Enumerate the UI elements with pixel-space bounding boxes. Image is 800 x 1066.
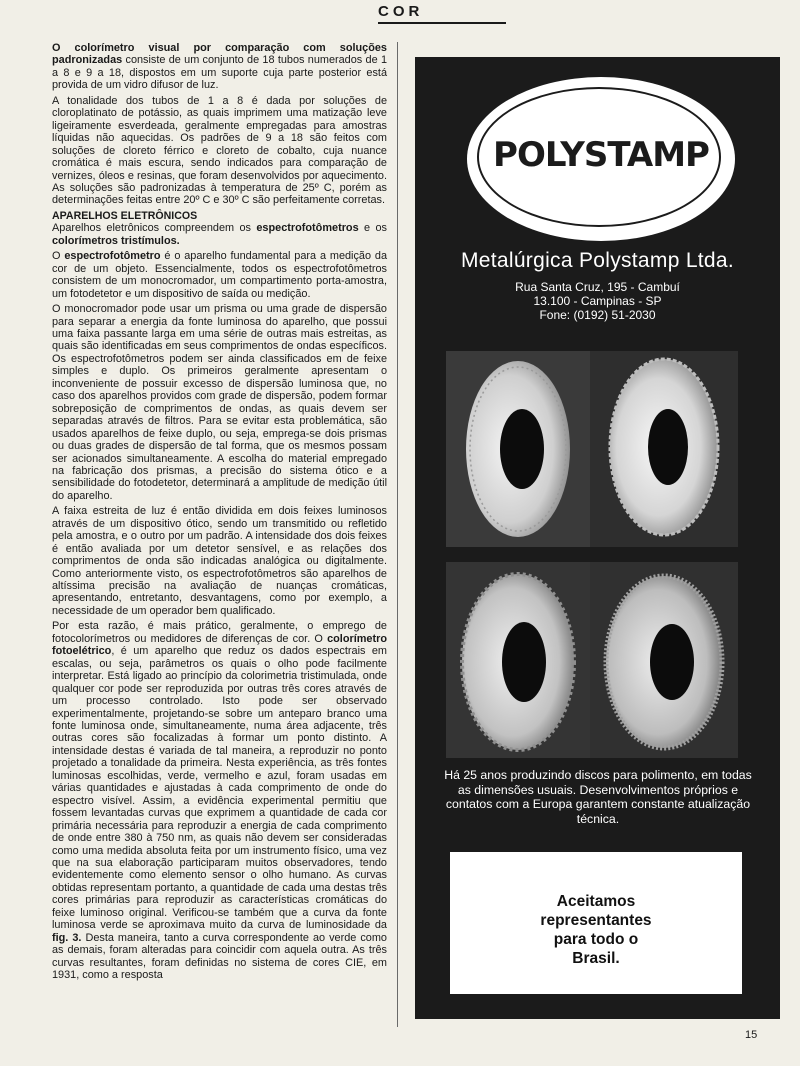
- paragraph-6: A faixa estreita de luz é então dividida em dois feixes luminosos através de um dispositivo ótico, sendo um transmitido ou refletido pela amostra, e o outro por um padrão. A intensidade dos dois feixes é então avaliada por um detetor sensível, e as relações dos comprimentos de onda são indicadas analógica ou digitalmente. Como anteriormente visto, os espectrofotômetros são aparelhos de altíssima precisão na avaliação de nuanças cromáticas, apresentando, entretanto, desvantagens, como por exemplo, a necessidade de um operador bem qualificado.: [52, 505, 387, 617]
- logo-ring: [477, 87, 721, 227]
- address-line: Fone: (0192) 51-2030: [539, 308, 656, 322]
- p7-fig: fig. 3.: [52, 931, 82, 944]
- box-line: representantes: [540, 912, 652, 929]
- ad-tagline: Há 25 anos produzindo discos para polimento, em todas as dimensões usuais. Desenvolvimentos próprios e contatos com a Europa garantem constante atualização técnica.: [444, 768, 752, 826]
- logo-text: POLYSTAMP: [493, 135, 709, 175]
- section-title: COR: [378, 3, 424, 20]
- polishing-disc-photo: [590, 351, 738, 547]
- polishing-disc-photo: [590, 562, 738, 758]
- representatives-text: [450, 892, 742, 968]
- p3-b1: espectrofotômetros: [256, 222, 359, 235]
- p1-bold: O colorímetro visual por comparação com soluções padronizadas: [52, 42, 387, 67]
- article-column: [52, 42, 387, 985]
- page-number: 15: [745, 1029, 758, 1041]
- logo-oval: [467, 77, 735, 241]
- p3-c: e os: [358, 222, 387, 235]
- representatives-box: [450, 852, 742, 994]
- advertisement: [415, 57, 780, 1019]
- page-header: [0, 0, 800, 30]
- polishing-disc-photo: [446, 351, 594, 547]
- p4-c: é o aparelho fundamental para a medição da cor de um objeto. Essencialmente, todos os espectrofotômetros consistem de um monocromador, um compartimento porta-amostra, um fotodetetor e um dispositivo de saída ou medição.: [52, 250, 388, 300]
- p7-a: Por esta razão, é mais prático, geralmente, o emprego de fotocolorímetros ou medidores de diferenças de cor. O: [52, 620, 387, 645]
- column-divider: [397, 42, 398, 1027]
- header-rule: [378, 22, 506, 24]
- paragraph-3: [52, 222, 387, 247]
- p3-a: Aparelhos eletrônicos compreendem os: [52, 222, 257, 235]
- paragraph-2: A tonalidade dos tubos de 1 a 8 é dada por soluções de cloroplatinato de potássio, as quais imprimem uma matização leve ligeiramente esverdeada, geralmente empregadas para amostras líquidas não aquecidas. Os padrões de 9 a 18 são feitos com soluções de cloreto férrico e cloreto de cobalto, cuja nuance cromática é mais escura, sendo indicados para comparação de vernizes, óleos e resinas, que foram desenvolvidos por aquecimento. As soluções são padronizadas à temperatura de 25º C, porém as determinações feitas entre 20º C e 30º C são perfeitamente corretas.: [52, 94, 387, 207]
- p7-d: Desta maneira, tanto a curva correspondente ao verde como as demais, foram alteradas para coincidir com aquela outra. As três curvas resultantes, foram definidas no sistema de cores CIE, em 1931, como a resposta: [52, 931, 387, 982]
- box-line: para todo o: [553, 931, 639, 948]
- p3-b2: colorímetros tristímulos.: [52, 234, 180, 247]
- address-line: Rua Santa Cruz, 195 - Cambuí: [515, 280, 680, 294]
- paragraph-5: O monocromador pode usar um prisma ou uma grade de dispersão para separar a energia da fonte luminosa do aparelho, que possui uma faixa passante larga em uma série de outras mais estreitas, as quais são identificadas em seus comprimentos de ondas específicos. Os espectrofotômetros podem ser ainda classificados em de feixe simples e duplo. Os primeiros geralmente apresentam o inconveniente de possuir excesso de dispersão luminosa que, no caso dos aparelhos providos com grade de dispersão, podem formar sobreposição de comprimentos de ondas, as quais devem ser separadas através de filtros. Para se evitar esta problemática, são usados aparelhos de feixe duplo, ou seja, emprega-se dois prismas ou duas grades de dispersão de tal forma, que os mesmos possam ser acionados simultaneamente. A escolha do material empregado na fabricação dos prismas, a precisão do sistema ótico e a sensibilidade do fotodetetor, determinará a amplitude de medição útil do aparelho.: [52, 303, 387, 502]
- polishing-disc-photo: [446, 562, 594, 758]
- company-address: [415, 280, 780, 322]
- p1-text: consiste de um conjunto de 18 tubos numerados de 1 a 8 e 9 a 18, dispostos em um suporte cuja parte posterior está provida de um vidro difusor de luz.: [52, 54, 387, 92]
- box-line: Brasil.: [572, 950, 620, 967]
- paragraph-7: [52, 620, 387, 981]
- p4-b: espectrofotômetro: [64, 250, 161, 263]
- box-line: Aceitamos: [556, 893, 636, 910]
- company-name: Metalúrgica Polystamp Ltda.: [460, 249, 735, 272]
- product-photos: [446, 351, 761, 757]
- p7-b: colorímetro fotoelétrico: [52, 632, 387, 658]
- p7-c: , é um aparelho que reduz os dados espectrais em escalas, ou seja, parâmetros os quais o olho pode facilmente interpretar. Está ligado ao princípio da colorimetria tristimulada, onde qualquer cor pode ser reproduzida por outras três cores através de um processo controlado. Isto pode ser observado experimentalmente, projetando-se sobre um anteparo branco uma fonte luminosa onde, simultaneamente, numa área adjacente, três outras cores são focalizadas à formar um ponto distinto. A intensidade destas é variada de tal maneira, a reproduzir no ponto projetado a tonalidade da primeira. Nesta experiência, as três fontes luminosas escolhidas, verde, vermelho e azul, foram usadas em várias quantidades e ajustadas à cada comprimento de onde do espectro visível. Assim, a evidência experimental permitiu que fossem levantadas curvas que exprimem a quantidade de cada cor primária necessária para reproduzir a energia de cada comprimento de onde entre 380 à 750 nm, as quais não devem ser consideradas como uma medida absoluta feita por um instrumento físico, uma vez que na sua elaboração participaram muitos observadores, tendo evidentemente como elemento sensor o olho humano. As curvas obtidas representam portanto, a quantidade de cada uma destas três cores primárias para reproduzir as características cromáticas do feixe luminoso original. Verificou-se também que a curva da fonte luminosa verde se aproximava muito da curva de luminosidade da: [52, 645, 387, 932]
- paragraph-4: [52, 250, 387, 300]
- paragraph-1: [52, 42, 387, 92]
- section-heading: APARELHOS ELETRÔNICOS: [52, 209, 198, 222]
- address-line: 13.100 - Campinas - SP: [533, 294, 662, 308]
- p4-a: O: [52, 250, 65, 263]
